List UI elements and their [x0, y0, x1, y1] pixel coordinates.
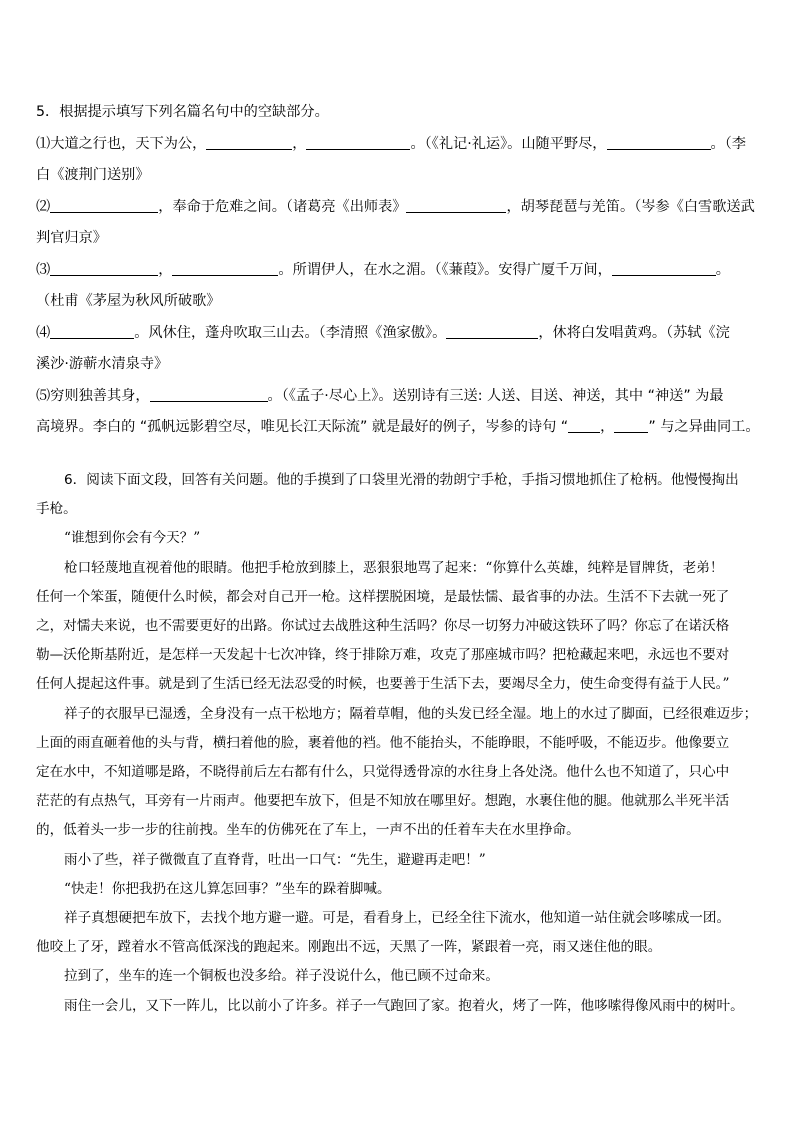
answer-blank[interactable]: [446, 320, 538, 339]
q5-line: ⑸穷则独善其身， 。（《孟子·尽心上》。送别诗有三送: 人送、目送、神送，其中 “神送” 为最: [36, 381, 762, 413]
answer-blank[interactable]: [150, 383, 268, 402]
q5-line: 溪沙·游蕲水清泉寺》: [36, 356, 169, 372]
question-6: [36, 466, 762, 1021]
q6-line: 任何人提起这件事。就是到了生活已经无法忍受的时候，也要善于生活下去，要竭尽全力，使生命变得有益于人民。”: [36, 676, 730, 693]
q5-line: ⑵ ，奉命于危难之间。（诸葛亮《出师表》 ，胡琴琵琶与羌笛。（岑参《白雪歌送武: [36, 192, 762, 224]
q6-line: 茫茫的有点热气，耳旁有一片雨声。他要把车放下，但是不知放在哪里好。想跑，水裹住他的腿。他就那么半死半活: [36, 793, 730, 810]
q6-line: 勒—沃伦斯基附近，是怎样一天发起十七次冲锋，终于排除万难，攻克了那座城市吗？把枪藏起来吧，永远也不要对: [36, 647, 730, 664]
q5-line: ⑷ 。风休住，蓬舟吹取三山去。（李清照《渔家傲》。 ，休将白发唱黄鸡。（苏轼《浣: [36, 318, 762, 350]
q5-line: 判官归京》: [36, 230, 107, 246]
q6-line: 祥子真想硬把车放下，去找个地方避一避。可是，看看身上，已经全往下流水，他知道一站住就会哆嗦成一团。: [64, 910, 731, 927]
q6-line: “快走！你把我扔在这儿算怎回事？”坐车的跺着脚喊。: [64, 880, 391, 897]
q6-line: 上面的雨直砸着他的头与背，横扫着他的脸，裹着他的裆。他不能抬头，不能睁眼，不能呼吸，不能迈步。他像要立: [36, 734, 730, 751]
q6-line: 任何一个笨蛋，随便什么时候，都会对自己开一枪。这样摆脱困境，是最怯懦、最省事的办法。生活不下去就一死了: [36, 588, 730, 605]
q5-line: ⑴大道之行也，天下为公， ， 。（《礼记·礼运》。山随平野尽， 。（李: [36, 129, 762, 161]
answer-blank[interactable]: [306, 131, 410, 150]
q6-line: 手枪。: [36, 501, 77, 518]
q5-line: （杜甫《茅屋为秋风所破歌》: [36, 293, 221, 309]
q6-line: 的，低着头一步一步的往前拽。坐车的仿佛死在了车上，一声不出的任着车夫在水里挣命。: [36, 822, 580, 839]
q6-line: 雨住一会儿，又下一阵儿，比以前小了许多。祥子一气跑回了家。抱着火，烤了一阵，他哆嗦得像风雨中的树叶。: [64, 997, 744, 1014]
q6-line: 雨小了些，祥子微微直了直脊背，吐出一口气：“先生，避避再走吧！”: [64, 851, 486, 868]
q6-line: 枪口轻蔑地直视着他的眼睛。他把手枪放到膝上，恶狠狠地骂了起来：“你算什么英雄，纯粹是冒牌货，老弟！: [64, 559, 724, 576]
q6-line: 之，对懦夫来说，也不需要更好的出路。你试过去战胜这种生活吗？你尽一切努力冲破这铁环了吗？你忘了在诺沃格: [36, 618, 730, 635]
answer-blank[interactable]: [50, 320, 134, 339]
q5-line: 白《渡荆门送别》: [36, 167, 150, 183]
q6-line: “谁想到你会有今天？”: [64, 530, 201, 547]
q5-title: 5．根据提示填写下列名篇名句中的空缺部分。: [36, 104, 329, 120]
answer-blank[interactable]: [607, 131, 711, 150]
q5-line: 高境界。李白的 “孤帆远影碧空尽，唯见长江天际流” 就是最好的例子，岑参的诗句 “ ， ” 与之异曲同工。: [36, 412, 762, 444]
answer-blank[interactable]: [50, 257, 158, 276]
answer-blank[interactable]: [612, 257, 716, 276]
q6-line: 拉到了，坐车的连一个铜板也没多给。祥子没说什么，他已顾不过命来。: [64, 968, 499, 985]
q6-line: 6．阅读下面文段，回答有关问题。他的手摸到了口袋里光滑的勃朗宁手枪，手指习惯地抓住了枪柄。他慢慢掏出: [64, 472, 739, 488]
answer-blank[interactable]: [206, 131, 292, 150]
answer-blank[interactable]: [50, 194, 158, 213]
question-5: [36, 97, 762, 444]
answer-blank[interactable]: [172, 257, 278, 276]
answer-blank[interactable]: [568, 414, 600, 433]
q6-line: 他咬上了牙，蹚着水不管高低深浅的跑起来。刚跑出不远，天黑了一阵，紧跟着一亮，雨又迷住他的眼。: [36, 939, 662, 956]
q6-line: 祥子的衣服早已湿透，全身没有一点干松地方；隔着草帽，他的头发已经全湿。地上的水过了脚面，已经很难迈步；: [64, 705, 758, 722]
q6-line: 定在水中，不知道哪是路，不晓得前后左右都有什么，只觉得透骨凉的水往身上各处浇。他什么也不知道了，只心中: [36, 764, 730, 781]
answer-blank[interactable]: [406, 194, 506, 213]
q5-line: ⑶ ， 。所谓伊人，在水之湄。（《蒹葭》。安得广厦千万间， 。: [36, 255, 762, 287]
answer-blank[interactable]: [614, 414, 648, 433]
